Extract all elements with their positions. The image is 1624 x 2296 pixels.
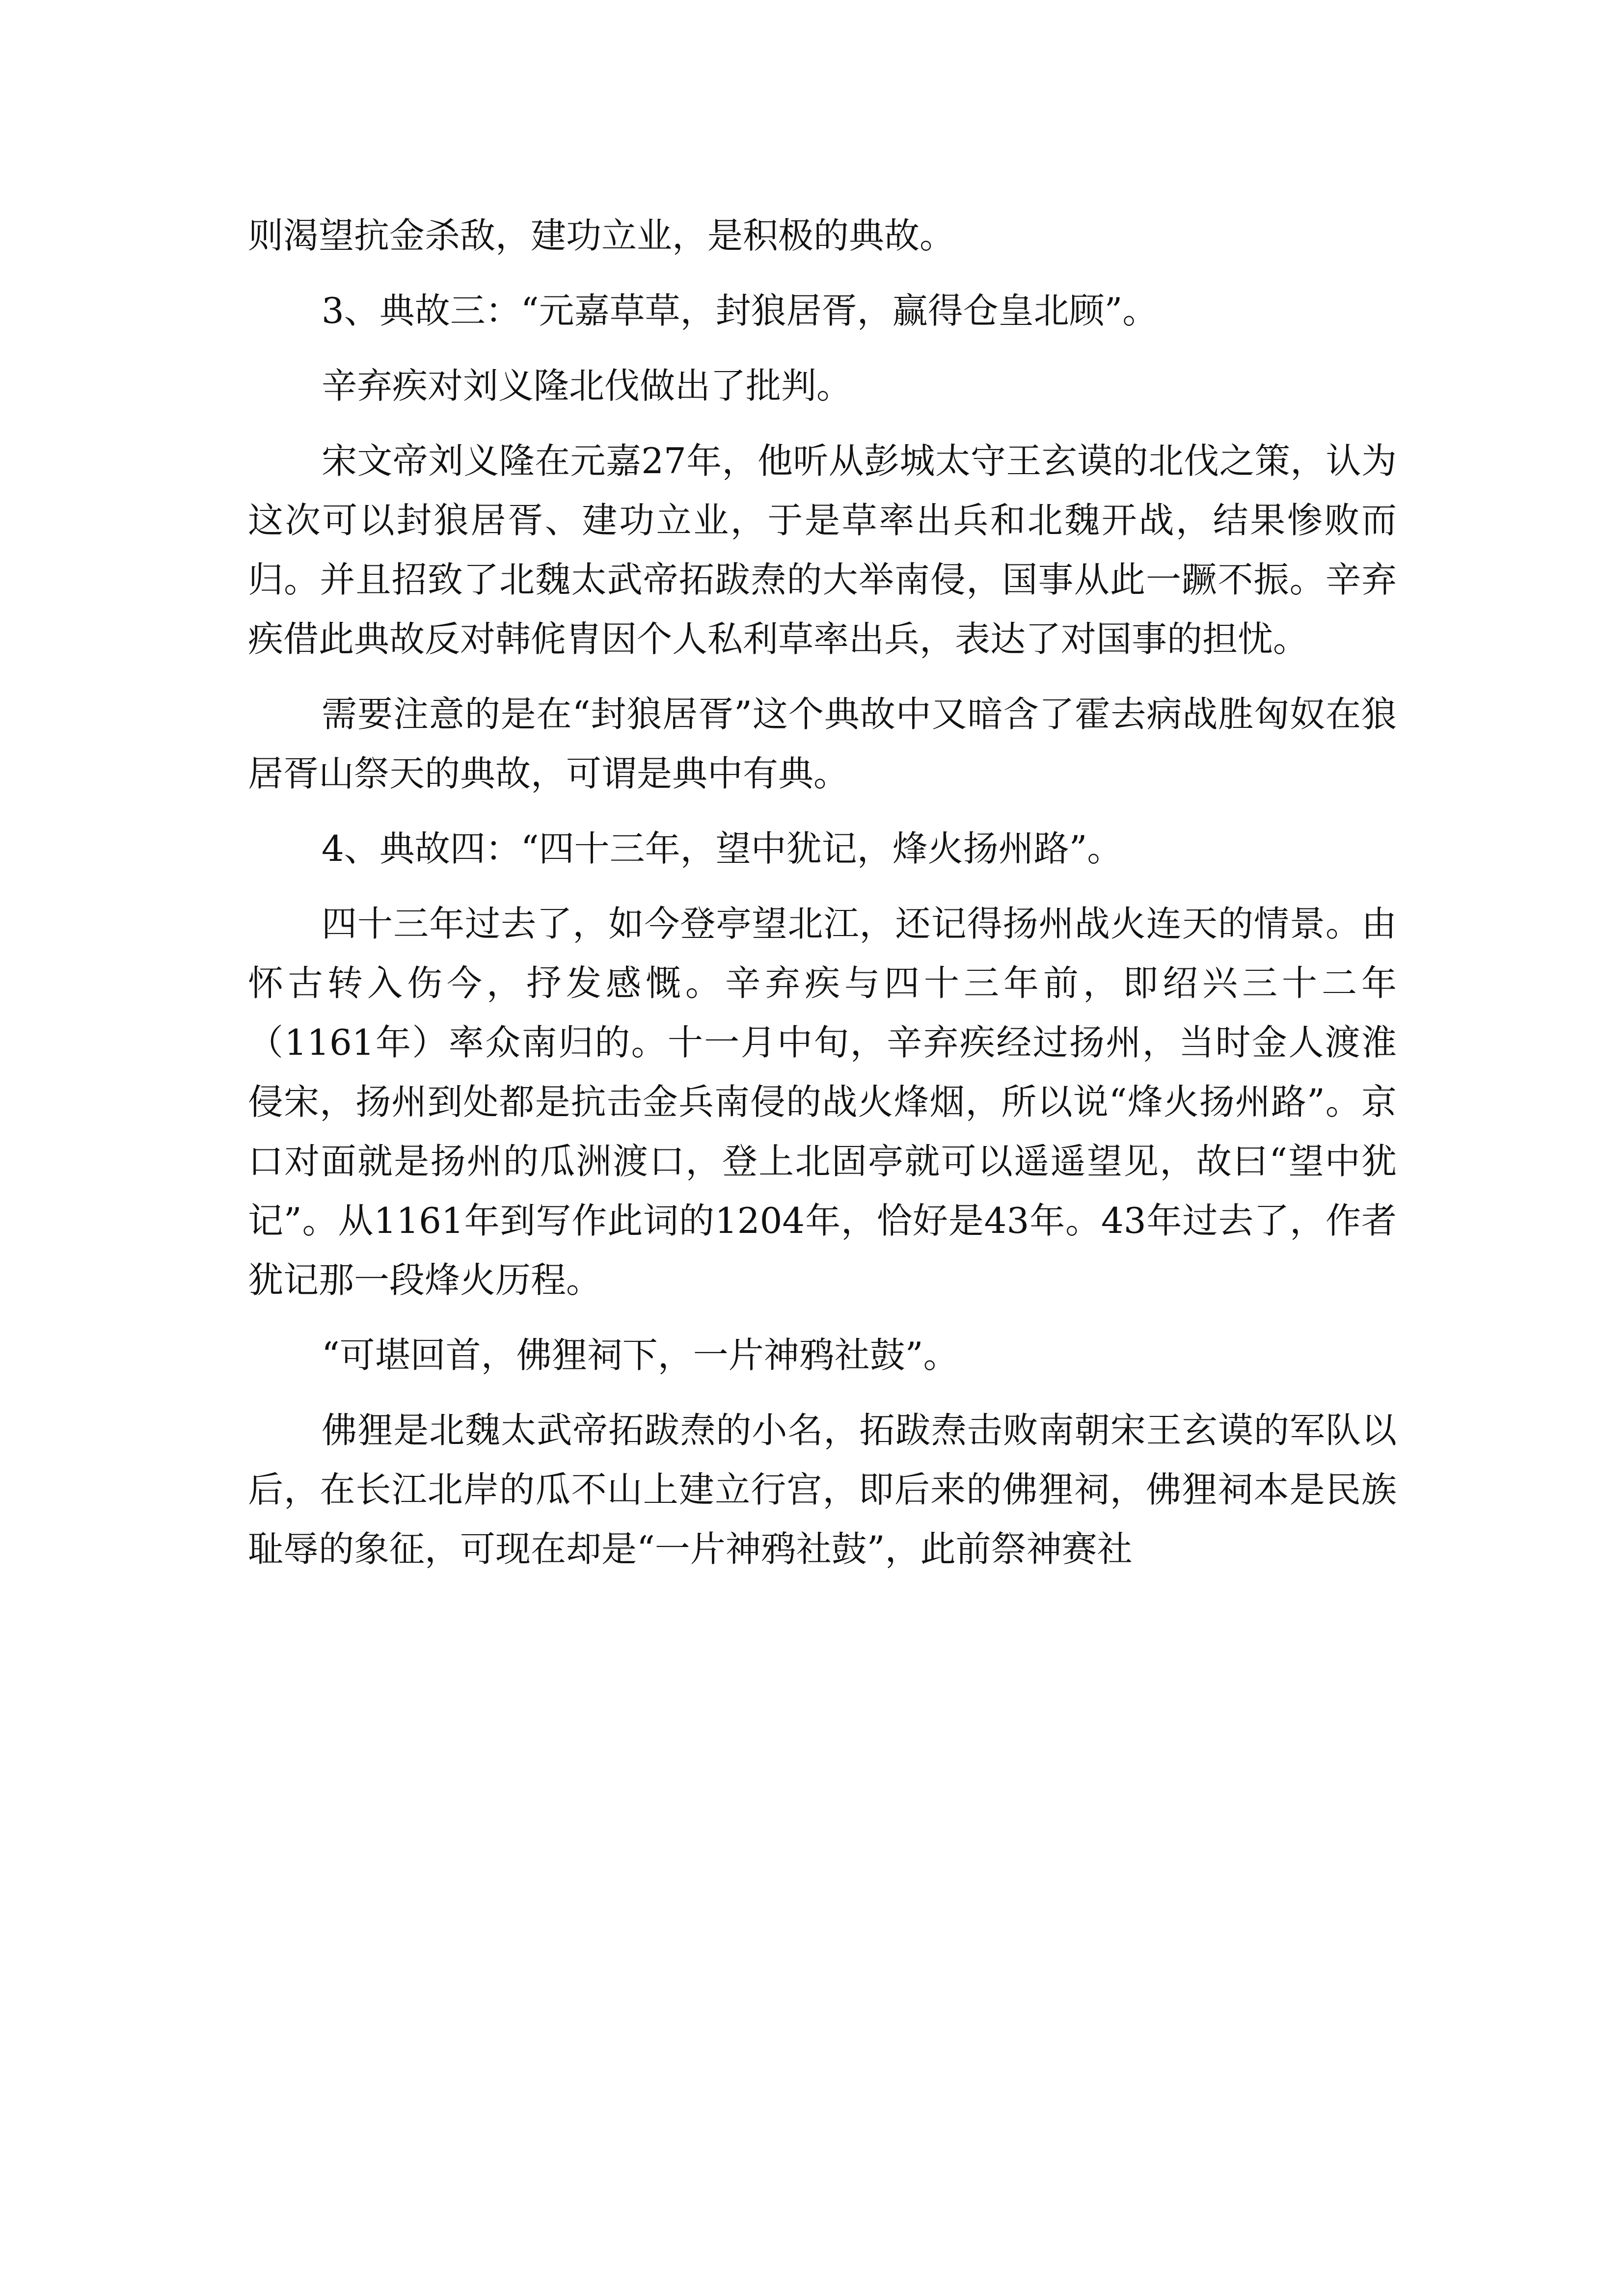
paragraph-criticism: 辛弃疾对刘义隆北伐做出了批判。 bbox=[322, 365, 852, 406]
paragraph-note: 需要注意的是在“封狼居胥”这个典故中又暗含了霍去病战胜匈奴在狼居胥山祭天的典故，可谓是典中有典。 bbox=[248, 694, 1397, 794]
paragraph-continuation: 则渴望抗金杀敌，建功立业，是积极的典故。 bbox=[248, 215, 955, 256]
paragraph-quote-foli: “可堪回首，佛狸祠下，一片神鸦社鼓”。 bbox=[322, 1335, 959, 1376]
paragraph-forty-three-years: 四十三年过去了，如今登亭望北江，还记得扬州战火连天的情景。由怀古转入伤今，抒发感慨。辛弃疾与四十三年前，即绍兴三十二年（1161年）率众南归的。十一月中旬，辛弃疾经过扬州，当时金人渡淮侵宋，扬州到处都是抗击金兵南侵的战火烽烟，所以说“烽火扬州路”。京口对面就是扬州的瓜洲渡口，登上北固亭就可以遥遥望见，故曰“望中犹记”。从1161年到写作此词的1204年，恰好是43年。43年过去了，作者犹记那一段烽火历程。 bbox=[248, 903, 1397, 1301]
paragraph-liu-yilong: 宋文帝刘义隆在元嘉27年，他听从彭城太守王玄谟的北伐之策，认为这次可以封狼居胥、建功立业，于是草率出兵和北魏开战，结果惨败而归。并且招致了北魏太武帝拓跋焘的大举南侵，国事从此一蹶不振。辛弃疾借此典故反对韩侂胄因个人私利草率出兵，表达了对国事的担忧。 bbox=[248, 440, 1397, 660]
paragraph-allusion-three-heading: 3、典故三：“元嘉草草，封狼居胥，赢得仓皇北顾”。 bbox=[322, 290, 1158, 331]
paragraph-allusion-four-heading: 4、典故四：“四十三年，望中犹记，烽火扬州路”。 bbox=[322, 828, 1123, 869]
document-body bbox=[248, 206, 1397, 1579]
paragraph-foli-explanation: 佛狸是北魏太武帝拓跋焘的小名，拓跋焘击败南朝宋王玄谟的军队以后，在长江北岸的瓜不山上建立行宫，即后来的佛狸祠，佛狸祠本是民族耻辱的象征，可现在却是“一片神鸦社鼓”，此前祭神赛社 bbox=[248, 1410, 1397, 1570]
